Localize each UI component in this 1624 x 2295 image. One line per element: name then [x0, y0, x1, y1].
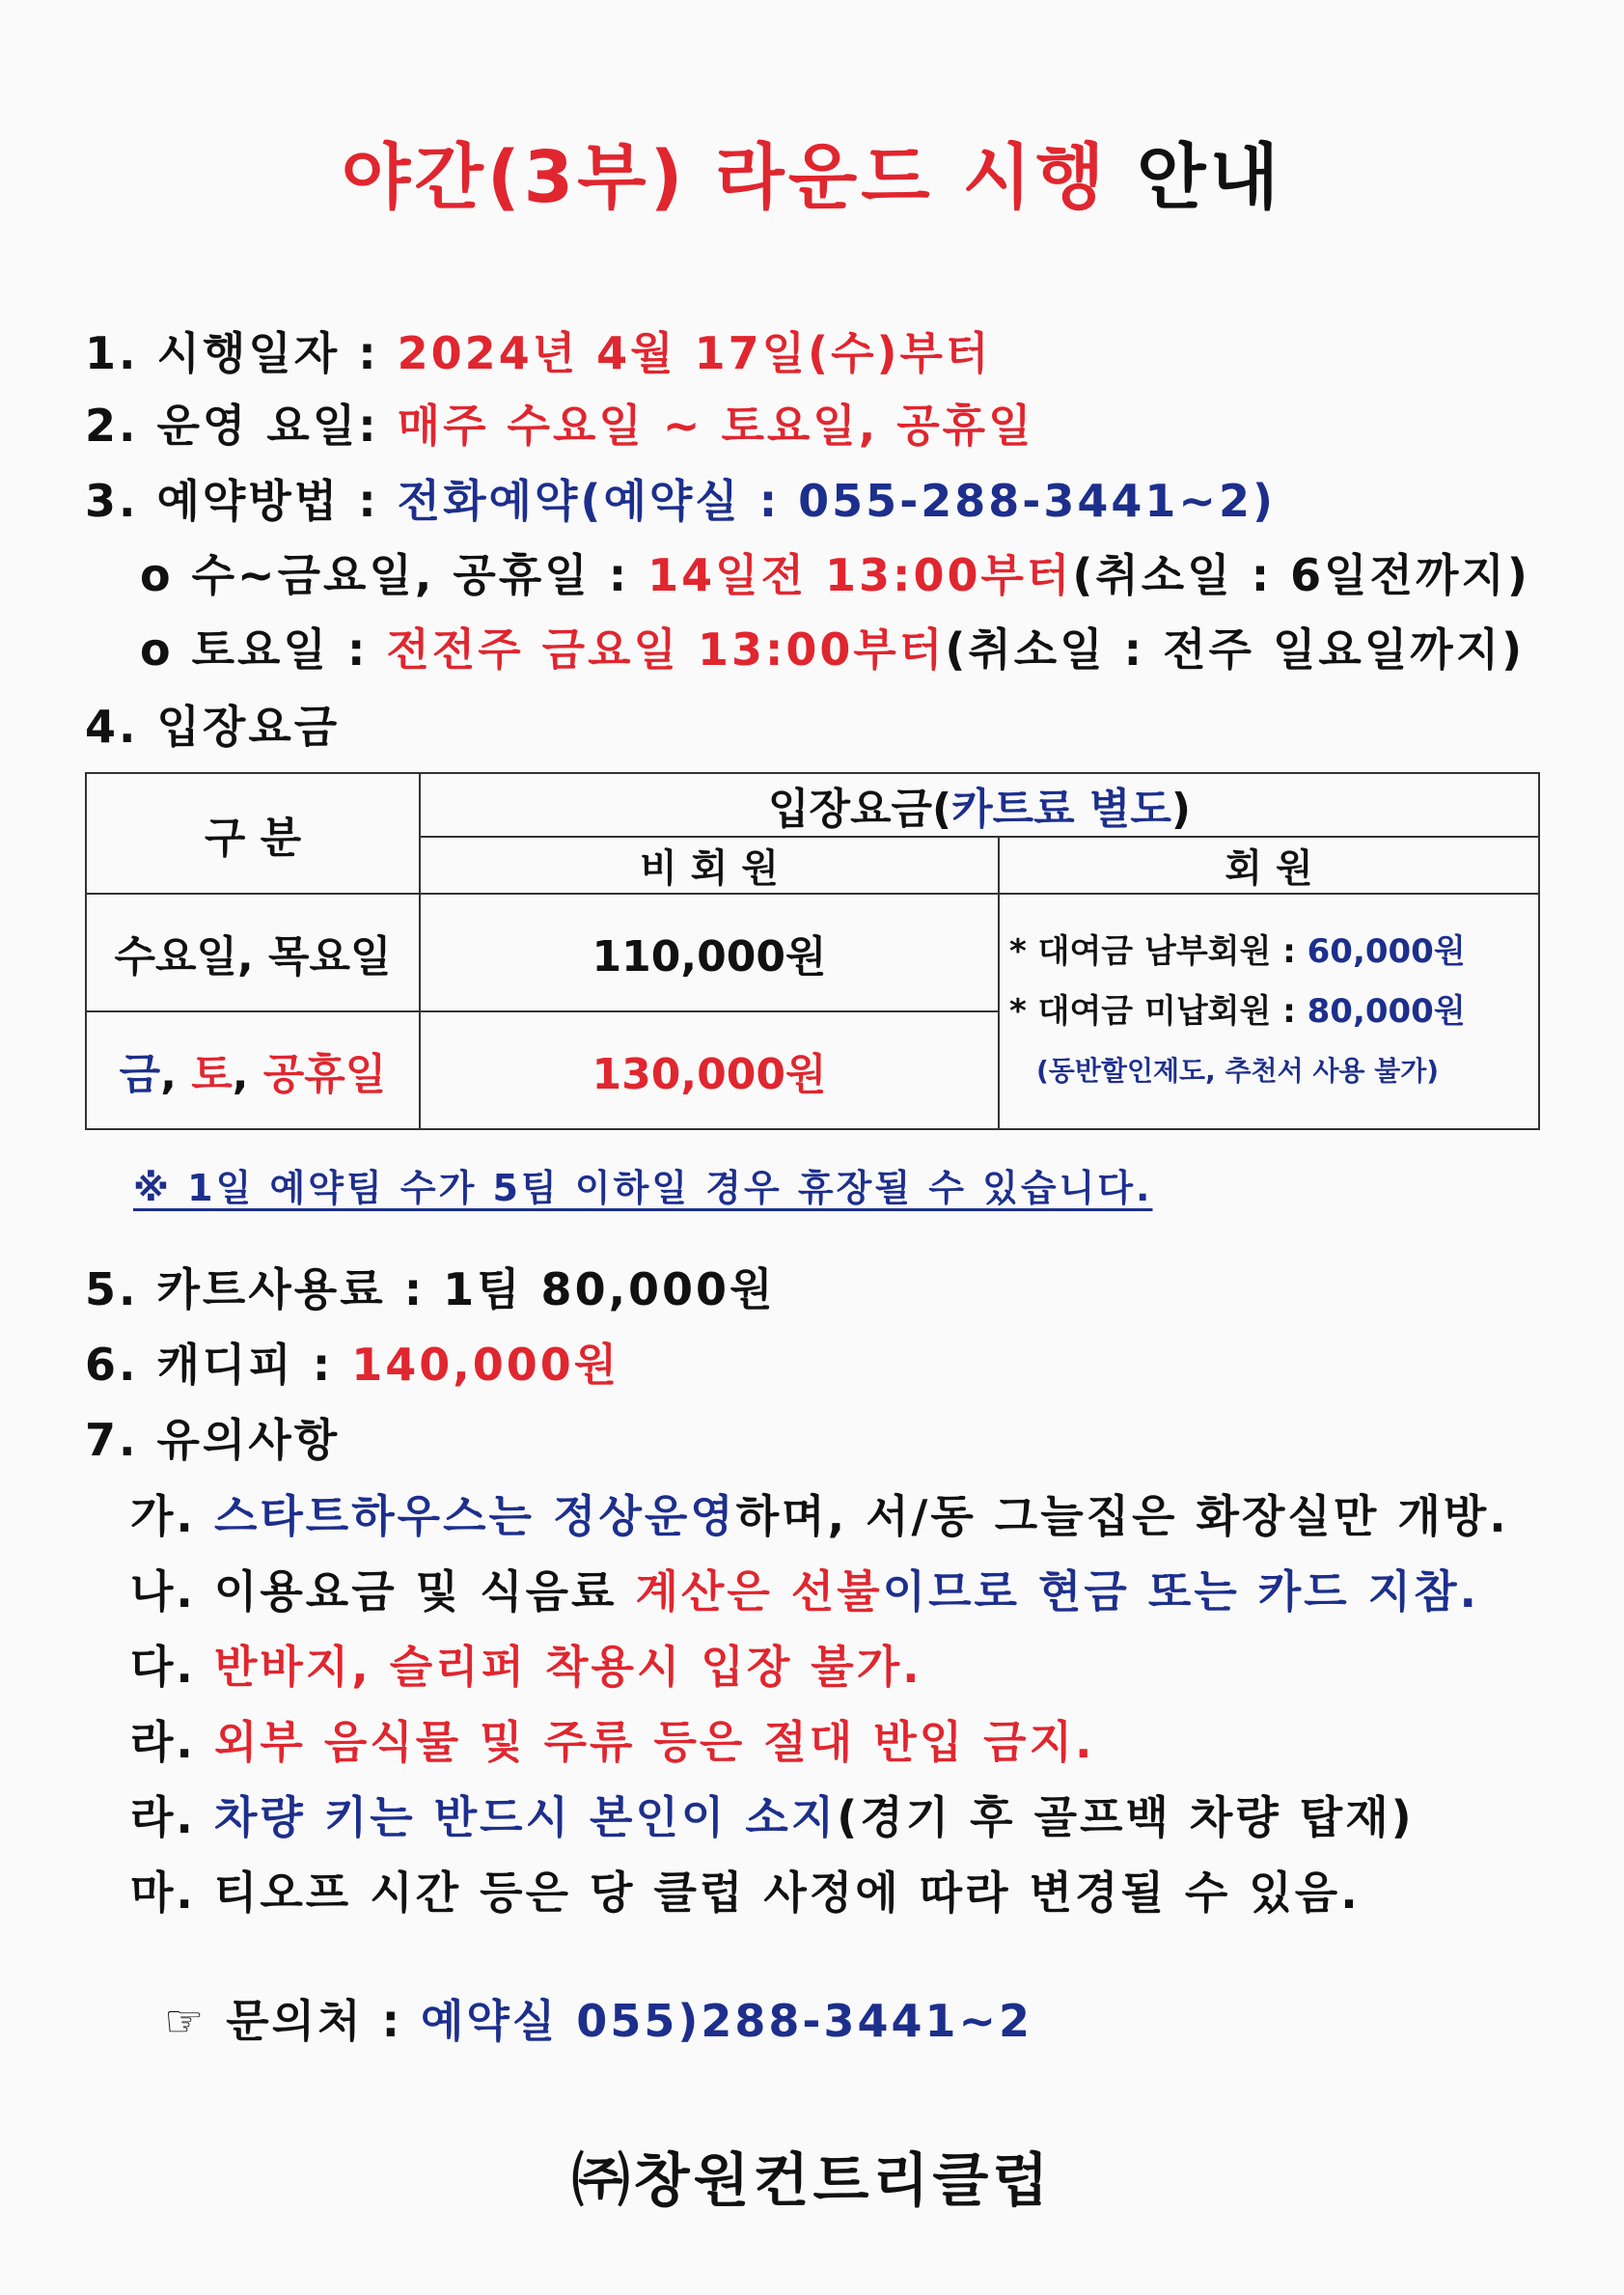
caution-2: 나. 이용요금 및 식음료 계산은 선불이므로 현금 또는 카드 지참.	[130, 1565, 1480, 1618]
fee-header-nonmember: 비 회 원	[420, 837, 999, 894]
caution-4: 라. 외부 음식물 및 주류 등은 절대 반입 금지.	[130, 1716, 1095, 1768]
caution-5: 라. 차량 키는 반드시 본인이 소지(경기 후 골프백 차량 탑재)	[130, 1791, 1415, 1843]
fee-table	[85, 772, 1540, 1130]
fee-header-main: 입장요금(카트료 별도)	[420, 773, 1539, 837]
fee-member-cell	[999, 894, 1539, 1129]
member-note: (동반할인제도, 추천서 사용 불가)	[1036, 1055, 1440, 1087]
item-cautions: 7. 유의사항	[85, 1414, 341, 1466]
pointing-hand-icon: ☞	[164, 1995, 207, 2047]
fee-header-member: 회 원	[999, 837, 1539, 894]
member-line-2: * 대여금 미납회원 : 80,000원	[1009, 992, 1466, 1031]
item-cart-fee: 5. 카트사용료 : 1팀 80,000원	[85, 1263, 776, 1315]
closure-notice: ※ 1일 예약팀 수가 5팀 이하일 경우 휴장될 수 있습니다.	[133, 1167, 1153, 1209]
item-operating-days: 2. 운영 요일: 매주 수요일 ~ 토요일, 공휴일	[85, 400, 1034, 452]
reservation-saturday-rule: o 토요일 : 전전주 금요일 13:00부터(취소일 : 전주 일요일까지)	[140, 623, 1526, 676]
item-caddie-fee: 6. 캐디피 : 140,000원	[85, 1339, 620, 1391]
fee-row2-label: 금, 토, 공휴일	[86, 1011, 420, 1129]
fee-row1-nonmember: 110,000원	[420, 894, 999, 1011]
contact-info: ☞ 문의처 : 예약실 055)288-3441~2	[164, 1995, 1033, 2047]
club-name: ㈜창원컨트리클럽	[571, 2147, 1053, 2215]
reservation-weekday-rule: o 수~금요일, 공휴일 : 14일전 13:00부터(취소일 : 6일전까지)	[140, 549, 1530, 601]
caution-1: 가. 스타트하우스는 정상운영하며, 서/동 그늘집은 화장실만 개방.	[130, 1490, 1509, 1542]
page-title: 야간(3부) 라운드 시행 안내	[341, 136, 1283, 219]
member-line-1: * 대여금 남부회원 : 60,000원	[1009, 932, 1466, 971]
caution-6: 마. 티오프 시간 등은 당 클럽 사정에 따라 변경될 수 있음.	[130, 1866, 1361, 1919]
item-start-date: 1. 시행일자 : 2024년 4월 17일(수)부터	[85, 327, 992, 379]
fee-header-category: 구 분	[86, 773, 420, 894]
item-entrance-fee: 4. 입장요금	[85, 701, 341, 753]
item-reservation-method: 3. 예약방법 : 전화예약(예약실 : 055-288-3441~2)	[85, 475, 1276, 527]
fee-row2-nonmember: 130,000원	[420, 1011, 999, 1129]
fee-row1-label: 수요일, 목요일	[86, 894, 420, 1011]
caution-3: 다. 반바지, 슬리퍼 착용시 입장 불가.	[130, 1641, 922, 1693]
